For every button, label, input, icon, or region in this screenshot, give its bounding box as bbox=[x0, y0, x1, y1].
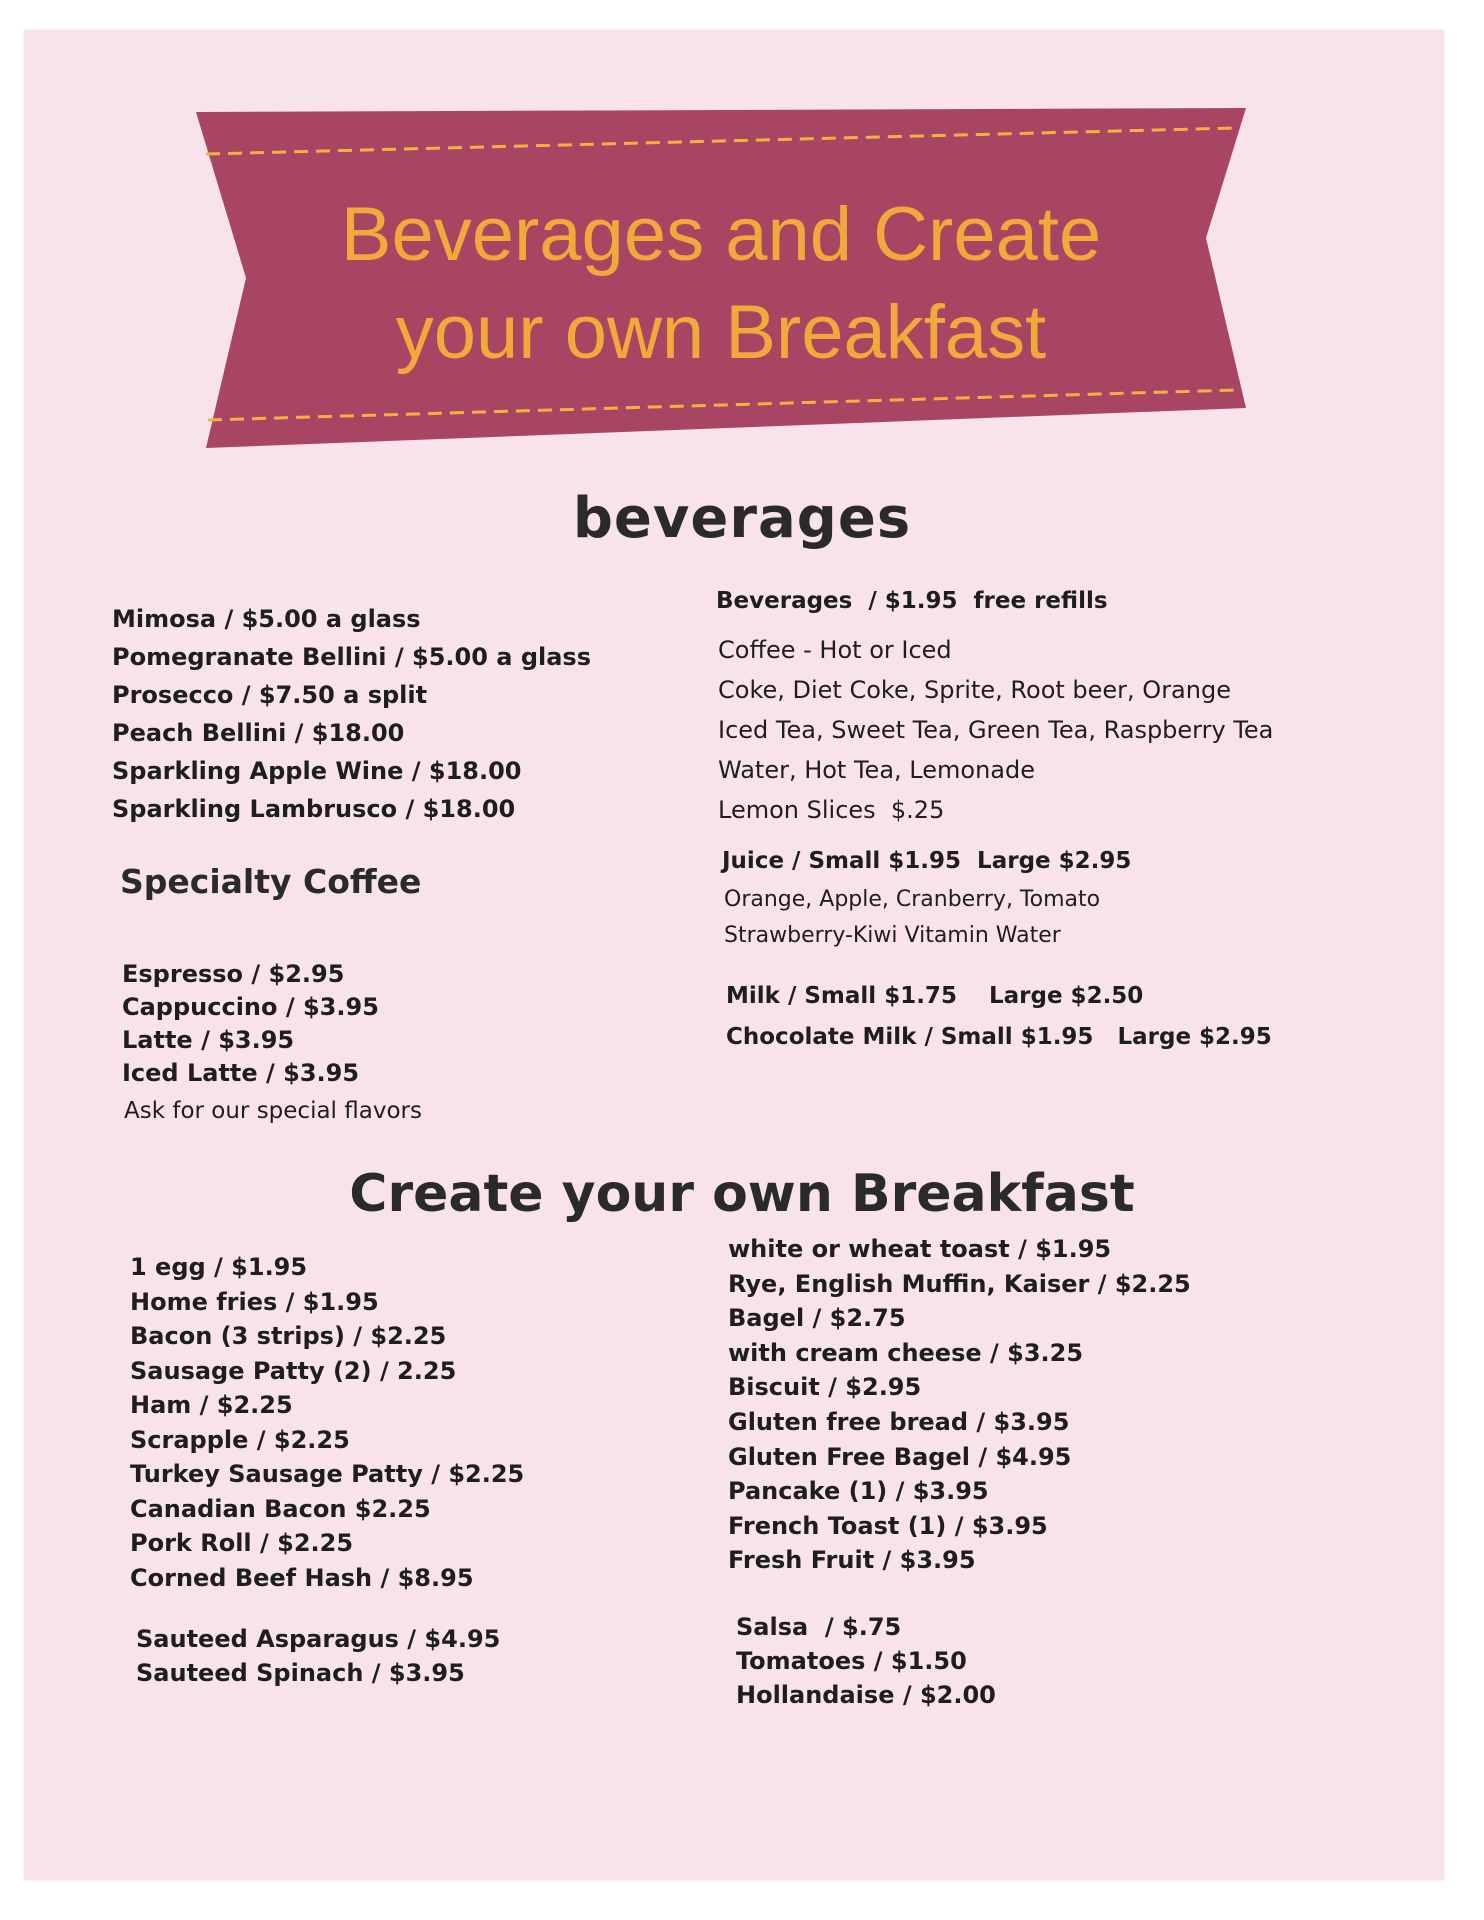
list-item: Pomegranate Bellini / $5.00 a glass bbox=[112, 643, 591, 671]
title-line-2: your own Breakfast bbox=[395, 290, 1047, 375]
list-item: Milk / Small $1.75 Large $2.50 bbox=[726, 983, 1144, 1009]
soft-drinks-heading: Beverages / $1.95 free refills bbox=[716, 588, 1108, 614]
list-item: Orange, Apple, Cranberry, Tomato bbox=[724, 887, 1101, 912]
list-item: 1 egg / $1.95 bbox=[130, 1253, 308, 1281]
list-item: Fresh Fruit / $3.95 bbox=[728, 1546, 976, 1575]
list-item: Chocolate Milk / Small $1.95 Large $2.95 bbox=[726, 1024, 1272, 1050]
list-item: Salsa / $.75 bbox=[736, 1613, 902, 1641]
list-item: Sparkling Lambrusco / $18.00 bbox=[112, 795, 516, 823]
list-item: Mimosa / $5.00 a glass bbox=[112, 605, 421, 633]
juice-heading: Juice / Small $1.95 Large $2.95 bbox=[722, 848, 1132, 874]
page-title bbox=[196, 186, 1246, 382]
milk-list bbox=[726, 976, 1272, 1058]
list-item: Coffee - Hot or Iced bbox=[718, 636, 952, 664]
list-item: white or wheat toast / $1.95 bbox=[728, 1235, 1112, 1263]
list-item: Hollandaise / $2.00 bbox=[736, 1681, 996, 1709]
list-item: Sausage Patty (2) / 2.25 bbox=[130, 1356, 457, 1385]
list-item: Coke, Diet Coke, Sprite, Root beer, Orange bbox=[718, 676, 1231, 704]
list-item: Lemon Slices $.25 bbox=[718, 796, 945, 824]
drinks-list bbox=[112, 600, 591, 828]
list-item: Ham / $2.25 bbox=[130, 1391, 293, 1419]
list-item: Scrapple / $2.25 bbox=[130, 1425, 350, 1454]
list-item: with cream cheese / $3.25 bbox=[728, 1338, 1084, 1367]
juice-list bbox=[724, 882, 1100, 954]
breakfast-heading: Create your own Breakfast bbox=[349, 1164, 1135, 1224]
title-line-1: Beverages and Create bbox=[340, 192, 1102, 277]
list-item: Gluten free bread / $3.95 bbox=[728, 1407, 1070, 1436]
list-item: Iced Tea, Sweet Tea, Green Tea, Raspberry Tea bbox=[718, 716, 1274, 744]
specialty-coffee-heading: Specialty Coffee bbox=[120, 862, 422, 901]
soft-drinks-list bbox=[718, 630, 1273, 830]
list-item: Peach Bellini / $18.00 bbox=[112, 719, 405, 747]
list-item: Tomatoes / $1.50 bbox=[736, 1647, 967, 1675]
breakfast-sides-list bbox=[130, 1250, 524, 1595]
list-item: Corned Beef Hash / $8.95 bbox=[130, 1563, 474, 1592]
list-item: Bagel / $2.75 bbox=[728, 1304, 906, 1333]
sauteed-list bbox=[136, 1622, 500, 1690]
list-item: Sparkling Apple Wine / $18.00 bbox=[112, 757, 522, 785]
breads-list bbox=[728, 1232, 1191, 1578]
list-item: Bacon (3 strips) / $2.25 bbox=[130, 1322, 447, 1350]
list-item: Water, Hot Tea, Lemonade bbox=[718, 756, 1035, 784]
beverages-heading: beverages bbox=[572, 486, 912, 551]
list-item: Iced Latte / $3.95 bbox=[122, 1059, 360, 1087]
list-item: Rye, English Muffin, Kaiser / $2.25 bbox=[728, 1269, 1191, 1298]
list-item: Pork Roll / $2.25 bbox=[130, 1529, 354, 1557]
list-item: Latte / $3.95 bbox=[122, 1026, 295, 1054]
list-item: Sauteed Asparagus / $4.95 bbox=[136, 1625, 501, 1653]
list-item: Biscuit / $2.95 bbox=[728, 1373, 922, 1402]
title-banner bbox=[196, 108, 1246, 448]
coffee-list bbox=[122, 958, 379, 1090]
list-item: Home fries / $1.95 bbox=[130, 1287, 379, 1316]
list-item: Strawberry-Kiwi Vitamin Water bbox=[724, 923, 1061, 948]
coffee-note: Ask for our special flavors bbox=[124, 1098, 422, 1124]
list-item: Canadian Bacon $2.25 bbox=[130, 1494, 431, 1523]
list-item: Pancake (1) / $3.95 bbox=[728, 1477, 989, 1506]
list-item: Espresso / $2.95 bbox=[122, 960, 345, 988]
list-item: Prosecco / $7.50 a split bbox=[112, 681, 428, 709]
list-item: Gluten Free Bagel / $4.95 bbox=[728, 1442, 1072, 1471]
list-item: Turkey Sausage Patty / $2.25 bbox=[130, 1460, 525, 1488]
list-item: Sauteed Spinach / $3.95 bbox=[136, 1659, 465, 1687]
list-item: Cappuccino / $3.95 bbox=[122, 993, 379, 1021]
extras-list bbox=[736, 1610, 996, 1712]
list-item: French Toast (1) / $3.95 bbox=[728, 1511, 1048, 1540]
